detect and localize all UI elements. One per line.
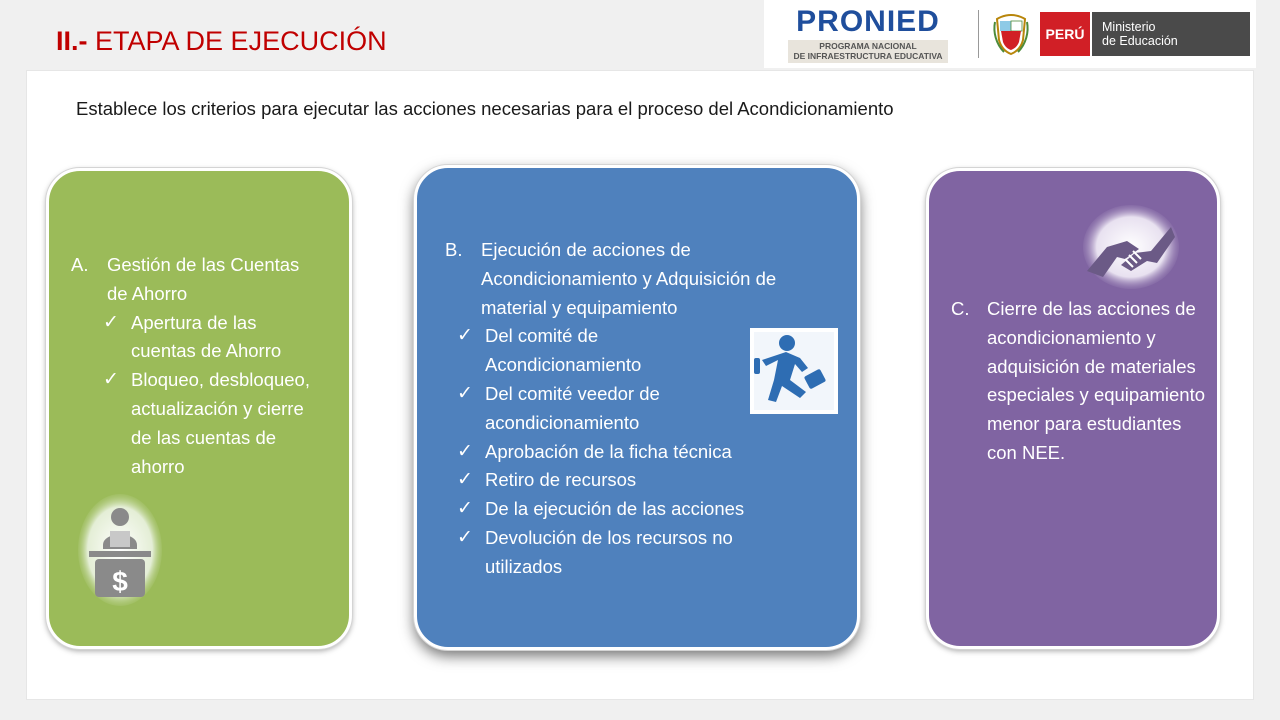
card-c-heading — [951, 295, 1211, 468]
check-icon: ✓ — [457, 325, 473, 347]
check-icon: ✓ — [103, 311, 119, 333]
check-icon: ✓ — [457, 382, 473, 404]
card-a-heading-text: Gestión de las Cuentas de Ahorro — [107, 254, 300, 304]
checklist-item — [447, 495, 845, 524]
card-b-heading — [445, 236, 845, 322]
pronied-sub-line-1: PROGRAMA NACIONAL — [819, 41, 917, 51]
check-icon: ✓ — [457, 526, 473, 548]
card-b-letter: B. — [445, 239, 463, 260]
card-c-body — [951, 295, 1211, 468]
check-icon: ✓ — [457, 498, 473, 520]
coat-of-arms-icon — [992, 12, 1030, 56]
checklist-item-text: Apertura de las cuentas de Ahorro — [131, 311, 282, 362]
pronied-subtitle — [788, 40, 948, 63]
checklist-item — [447, 524, 845, 582]
svg-text:$: $ — [112, 566, 128, 597]
title-prefix: II.- — [56, 26, 88, 56]
logo-divider — [978, 10, 979, 58]
card-execution — [414, 165, 860, 650]
card-c-letter: C. — [951, 298, 970, 319]
checklist-item — [93, 366, 321, 481]
ministry-line-2: de Educación — [1102, 34, 1178, 48]
handshake-icon — [1077, 201, 1181, 291]
card-a-checklist — [71, 309, 321, 482]
card-c-heading-text: Cierre de las acciones de acondicionamiento y adquisición de materiales especiales y equipamiento menor para estudiantes con NEE. — [987, 298, 1206, 463]
card-closure — [926, 168, 1220, 649]
checklist-item-text: Retiro de recursos — [485, 469, 637, 491]
card-b-body — [445, 236, 845, 582]
check-icon: ✓ — [457, 469, 473, 491]
card-b-checklist — [445, 322, 845, 581]
checklist-item — [93, 309, 321, 367]
ministry-label — [1092, 12, 1250, 56]
checklist-item — [447, 380, 845, 438]
checklist-item-text: Bloqueo, desbloqueo, actualización y cierre de las cuentas de ahorro — [131, 369, 310, 477]
checklist-item-text: De la ejecución de las acciones — [485, 498, 745, 520]
checklist-item-text: Del comité veedor de acondicionamiento — [485, 382, 660, 433]
check-icon: ✓ — [103, 369, 119, 391]
checklist-item-text: Devolución de los recursos no utilizados — [485, 526, 733, 577]
pronied-logo — [770, 6, 966, 60]
check-icon: ✓ — [457, 440, 473, 462]
ministry-line-1: Ministerio — [1102, 20, 1156, 34]
checklist-item-text: Del comité de Acondicionamiento — [485, 325, 642, 376]
peru-label: PERÚ — [1040, 12, 1090, 56]
intro-text: Establece los criterios para ejecutar las acciones necesarias para el proceso del Acondicionamiento — [76, 98, 894, 119]
card-a-body — [71, 251, 321, 481]
checklist-item — [447, 438, 845, 467]
checklist-item — [447, 322, 845, 380]
title-text: ETAPA DE EJECUCIÓN — [95, 26, 387, 56]
pronied-name: PRONIED — [796, 5, 940, 38]
card-a-letter: A. — [71, 254, 89, 275]
money-counter-icon — [77, 493, 163, 607]
checklist-item — [447, 466, 845, 495]
pronied-sub-line-2: DE INFRAESTRUCTURA EDUCATIVA — [793, 51, 943, 61]
card-a-heading — [71, 251, 321, 309]
card-b-heading-text: Ejecución de acciones de Acondicionamiento y Adquisición de material y equipamiento — [481, 239, 777, 318]
logo-bar — [764, 0, 1256, 68]
page-title — [56, 26, 387, 57]
checklist-item-text: Aprobación de la ficha técnica — [485, 440, 732, 462]
card-savings-accounts — [46, 168, 352, 649]
